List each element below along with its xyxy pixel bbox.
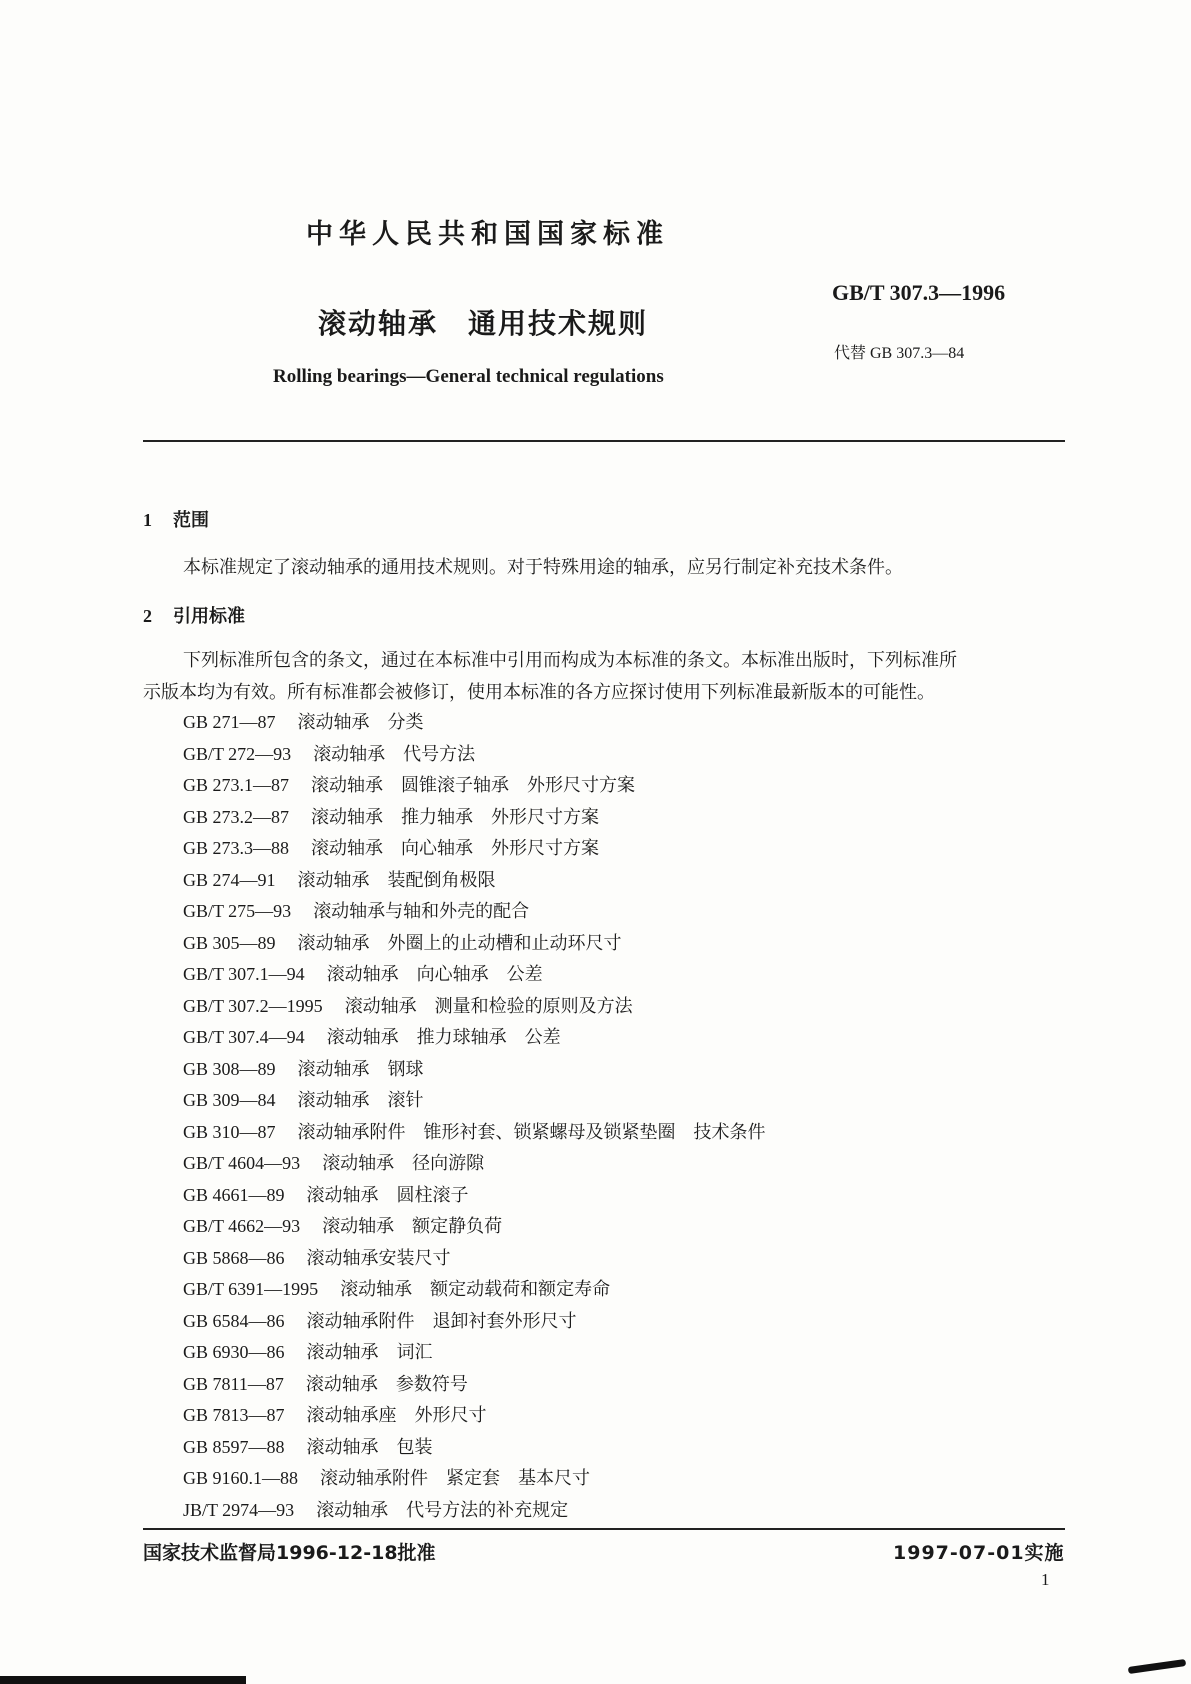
reference-code: GB/T 307.4—94: [183, 1027, 305, 1047]
page-number: 1: [1041, 1570, 1050, 1589]
reference-code: GB/T 4604—93: [183, 1153, 301, 1173]
reference-item: [183, 1274, 766, 1306]
reference-title: 滚动轴承座 外形尺寸: [306, 1405, 487, 1426]
reference-item: [183, 1306, 766, 1338]
footer-divider: [143, 1528, 1065, 1530]
reference-item: [183, 1400, 766, 1432]
reference-item: [183, 865, 766, 897]
section-title: 引用标准: [173, 606, 245, 627]
reference-item: [183, 928, 766, 960]
reference-code: GB/T 6391—1995: [183, 1279, 319, 1299]
scan-artifact-bar: [0, 1676, 246, 1684]
reference-code: GB 5868—86: [183, 1247, 285, 1268]
reference-title: 滚动轴承 参数符号: [305, 1373, 468, 1395]
replaces-note: 代替 GB 307.3—84: [834, 345, 965, 362]
reference-item: [183, 770, 766, 802]
reference-title: 滚动轴承 圆柱滚子: [306, 1184, 469, 1206]
reference-title: 滚动轴承 测量和检验的原则及方法: [344, 995, 633, 1017]
reference-code: GB 310—87: [183, 1121, 276, 1142]
reference-item: [183, 739, 766, 771]
reference-code: GB/T 4662—93: [183, 1216, 301, 1236]
section-2-text-line-1: 下列标准所包含的条文，通过在本标准中引用而构成为本标准的条文。本标准出版时，下列标准所: [183, 650, 957, 671]
reference-code: GB/T 272—93: [183, 743, 292, 764]
reference-title: 滚动轴承 额定动载荷和额定寿命: [340, 1279, 611, 1300]
national-standard-heading: 中华人民共和国国家标准: [306, 219, 669, 250]
reference-code: GB 271—87: [183, 712, 276, 732]
reference-item: [183, 1337, 766, 1369]
reference-code: JB/T 2974—93: [183, 1499, 295, 1520]
header-divider: [143, 440, 1065, 442]
reference-code: GB/T 275—93: [183, 901, 292, 921]
reference-item: [183, 1243, 766, 1275]
reference-item: [183, 833, 766, 865]
reference-item: [183, 1117, 766, 1149]
reference-item: [183, 1180, 766, 1212]
reference-item: [183, 1369, 766, 1401]
reference-title: 滚动轴承 圆锥滚子轴承 外形尺寸方案: [311, 775, 636, 796]
reference-title: 滚动轴承 向心轴承 公差: [326, 964, 543, 985]
reference-title: 滚动轴承与轴和外壳的配合: [313, 901, 530, 922]
reference-code: GB 7811—87: [183, 1373, 284, 1394]
document-title-cn: 滚动轴承 通用技术规则: [318, 307, 649, 340]
reference-title: 滚动轴承 向心轴承 外形尺寸方案: [311, 838, 600, 859]
reference-code: GB 273.1—87: [183, 775, 290, 795]
reference-code: GB/T 307.2—1995: [183, 995, 323, 1016]
section-2-heading: [143, 602, 245, 628]
reference-item: [183, 896, 766, 928]
reference-title: 滚动轴承 推力轴承 外形尺寸方案: [311, 806, 600, 828]
reference-item: [183, 991, 766, 1023]
reference-code: GB 6930—86: [183, 1342, 285, 1362]
reference-title: 滚动轴承 代号方法: [313, 743, 476, 765]
reference-title: 滚动轴承附件 退卸衬套外形尺寸: [306, 1310, 577, 1332]
reference-item: [183, 1463, 766, 1495]
reference-code: GB 8597—88: [183, 1436, 285, 1457]
reference-item: [183, 1022, 766, 1054]
reference-code: GB 305—89: [183, 932, 276, 953]
reference-title: 滚动轴承 词汇: [306, 1342, 433, 1363]
reference-item: [183, 1054, 766, 1086]
reference-code: GB 7813—87: [183, 1405, 285, 1425]
reference-title: 滚动轴承安装尺寸: [306, 1247, 451, 1269]
reference-title: 滚动轴承 装配倒角极限: [297, 869, 496, 891]
reference-code: GB 308—89: [183, 1058, 276, 1079]
reference-item: [183, 1085, 766, 1117]
section-1-heading: [143, 506, 209, 532]
section-1-text: 本标准规定了滚动轴承的通用技术规则。对于特殊用途的轴承，应另行制定补充技术条件。: [183, 557, 903, 578]
reference-item: [183, 1148, 766, 1180]
reference-title: 滚动轴承 径向游隙: [322, 1153, 485, 1174]
reference-code: GB 273.3—88: [183, 838, 290, 858]
reference-code: GB 309—84: [183, 1090, 276, 1110]
reference-code: GB 273.2—87: [183, 806, 290, 827]
reference-code: GB 6584—86: [183, 1310, 285, 1331]
approval-note: 国家技术监督局1996-12-18批准: [143, 1542, 436, 1564]
reference-code: GB/T 307.1—94: [183, 964, 305, 984]
reference-code: GB 9160.1—88: [183, 1468, 299, 1488]
reference-title: 滚动轴承附件 紧定套 基本尺寸: [320, 1468, 591, 1489]
reference-title: 滚动轴承附件 锥形衬套、锁紧螺母及锁紧垫圈 技术条件: [297, 1121, 766, 1143]
reference-item: [183, 959, 766, 991]
reference-item: [183, 802, 766, 834]
reference-code: GB 274—91: [183, 869, 276, 890]
reference-title: 滚动轴承 包装: [306, 1436, 433, 1458]
reference-title: 滚动轴承 钢球: [297, 1058, 424, 1080]
reference-item: [183, 1495, 766, 1527]
section-title: 范围: [173, 510, 209, 531]
reference-item: [183, 1211, 766, 1243]
effective-date: 1997-07-01实施: [893, 1542, 1065, 1564]
reference-title: 滚动轴承 滚针: [297, 1090, 424, 1111]
reference-title: 滚动轴承 额定静负荷: [322, 1216, 503, 1237]
reference-item: [183, 707, 766, 739]
reference-title: 滚动轴承 代号方法的补充规定: [316, 1499, 569, 1521]
standard-number: GB/T 307.3—1996: [832, 280, 1006, 305]
reference-code: GB 4661—89: [183, 1184, 285, 1205]
section-number: 2: [143, 606, 152, 626]
reference-title: 滚动轴承 推力球轴承 公差: [326, 1027, 561, 1048]
reference-list: [183, 707, 766, 1526]
section-2-text-line-2: 示版本均为有效。所有标准都会被修订，使用本标准的各方应探讨使用下列标准最新版本的可能性。: [143, 682, 935, 703]
reference-title: 滚动轴承 分类: [297, 712, 424, 733]
scan-artifact-mark: [1128, 1659, 1186, 1674]
reference-item: [183, 1432, 766, 1464]
document-title-en: Rolling bearings—General technical regulations: [273, 366, 664, 387]
section-number: 1: [143, 510, 152, 530]
reference-title: 滚动轴承 外圈上的止动槽和止动环尺寸: [297, 932, 622, 954]
